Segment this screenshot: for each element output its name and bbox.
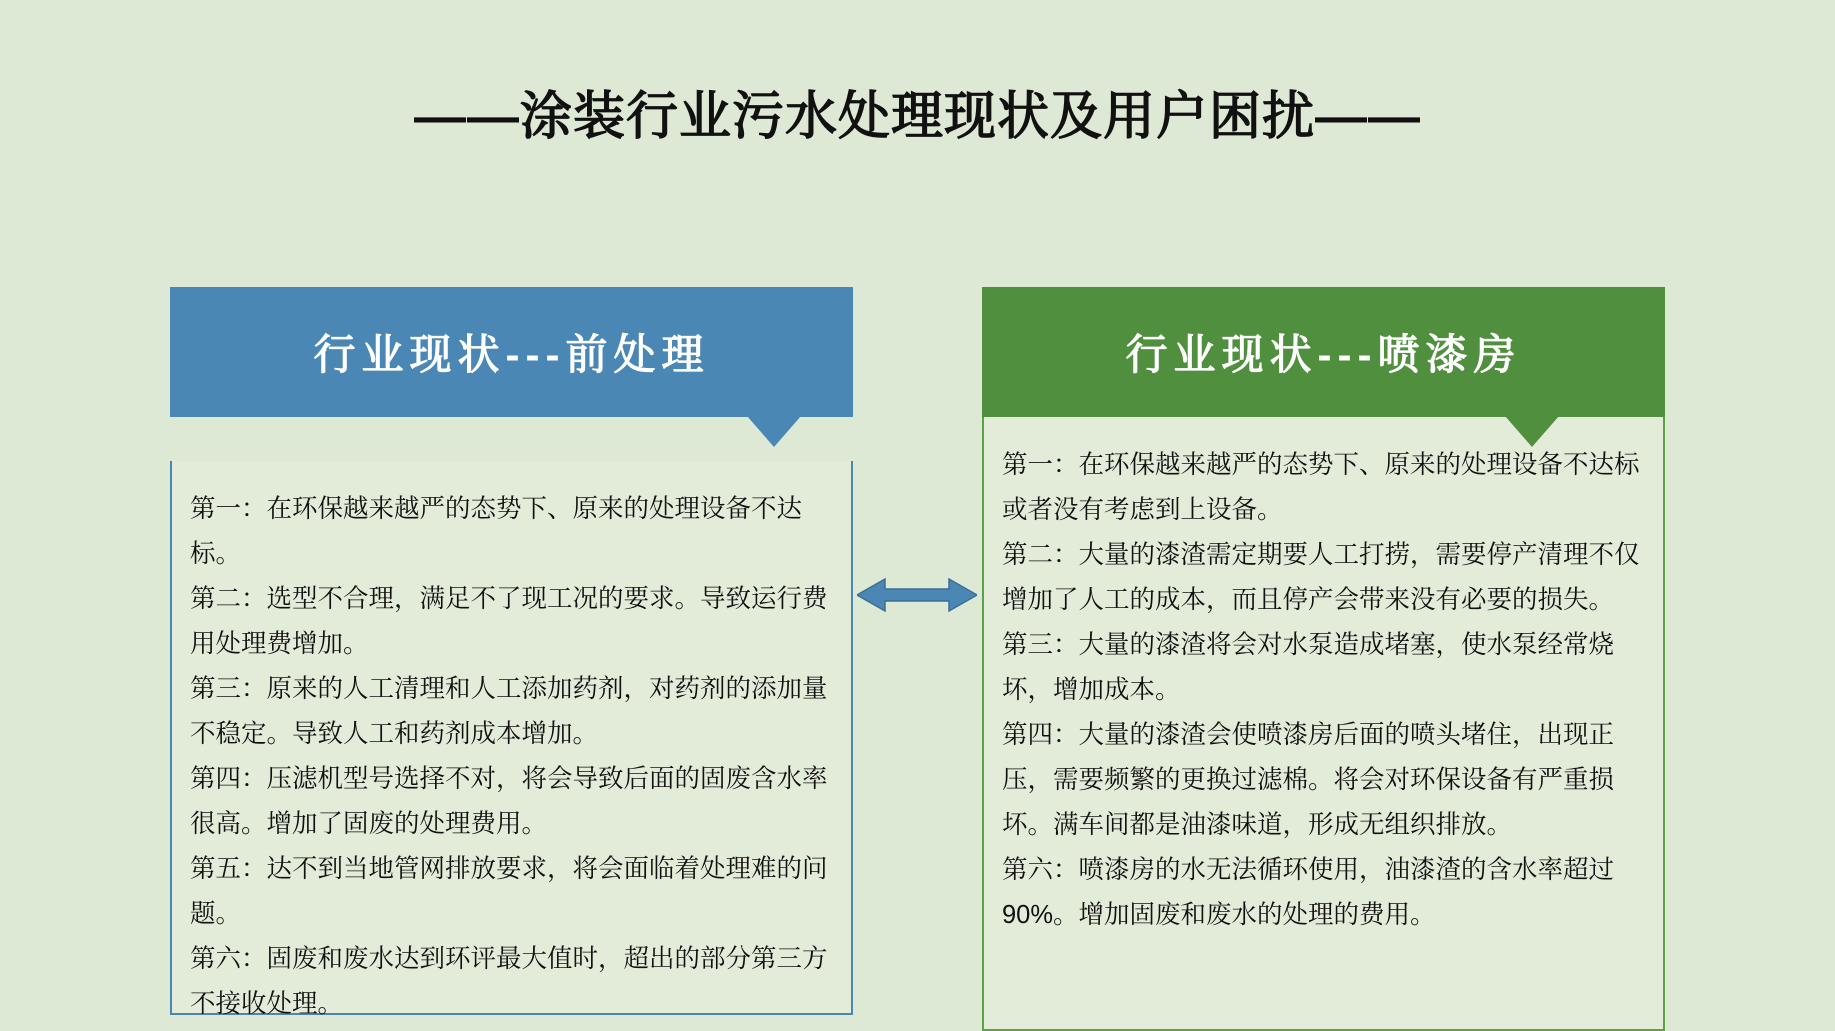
list-item: 第一：在环保越来越严的态势下、原来的处理设备不达标或者没有考虑到上设备。	[1002, 451, 1640, 524]
column-paint-booth-header-label: 行业现状---喷漆房	[1125, 331, 1522, 378]
list-item: 第六：固废和废水达到环评最大值时，超出的部分第三方不接收处理。	[190, 945, 828, 1018]
column-paint-booth-body	[982, 417, 1665, 1031]
double-arrow-connector	[857, 575, 977, 615]
column-pretreatment	[170, 287, 853, 1018]
list-item: 第四：压滤机型号选择不对，将会导致后面的固废含水率很高。增加了固废的处理费用。	[190, 765, 828, 838]
column-pretreatment-body	[170, 461, 853, 1018]
page-title: ——涂装行业污水处理现状及用户困扰——	[413, 88, 1421, 146]
list-item: 第二：大量的漆渣需定期要人工打捞，需要停产清理不仅增加了人工的成本，而且停产会带来没有必要的损失。	[1002, 541, 1640, 614]
list-item: 第一：在环保越来越严的态势下、原来的处理设备不达标。	[190, 495, 803, 568]
list-item: 第三：原来的人工清理和人工添加药剂，对药剂的添加量不稳定。导致人工和药剂成本增加。	[190, 675, 828, 748]
column-paint-booth	[982, 287, 1665, 1031]
list-item: 第六：喷漆房的水无法循环使用，油漆渣的含水率超过90%。增加固废和废水的处理的费用。	[1002, 856, 1615, 929]
callout-pointer-icon	[747, 416, 801, 447]
column-paint-booth-header	[982, 287, 1665, 417]
column-pretreatment-header-label: 行业现状---前处理	[313, 331, 710, 378]
list-item: 第二：选型不合理，满足不了现工况的要求。导致运行费用处理费增加。	[190, 585, 828, 658]
list-item: 第四：大量的漆渣会使喷漆房后面的喷头堵住，出现正压，需要频繁的更换过滤棉。将会对环保设备有严重损坏。满车间都是油漆味道，形成无组织排放。	[1002, 721, 1615, 839]
column-pretreatment-header	[170, 287, 853, 417]
list-item: 第三：大量的漆渣将会对水泵造成堵塞，使水泵经常烧坏，增加成本。	[1002, 631, 1615, 704]
callout-pointer-icon	[1505, 416, 1559, 447]
list-item: 第五：达不到当地管网排放要求，将会面临着处理难的问题。	[190, 855, 828, 928]
double-headed-horizontal-arrow-icon	[857, 575, 977, 615]
